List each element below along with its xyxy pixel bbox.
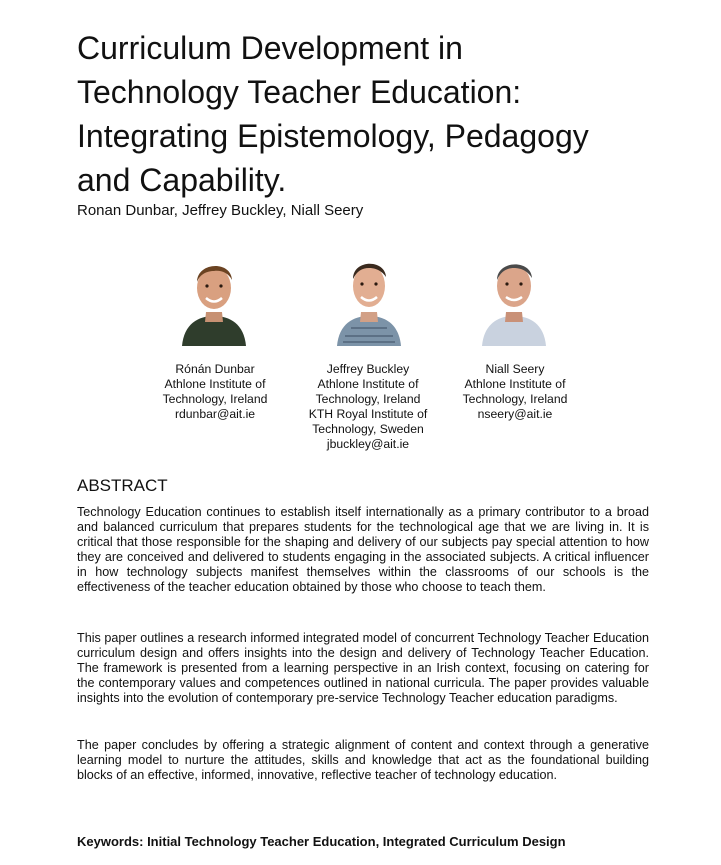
affiliation-line: Niall Seery	[485, 362, 545, 376]
title-line: and Capability.	[77, 162, 287, 198]
abstract-heading: ABSTRACT	[77, 476, 168, 495]
affiliation-line: Jeffrey Buckley	[326, 362, 410, 376]
author-email: rdunbar@ait.ie	[174, 407, 256, 421]
affiliation-line: Rónán Dunbar	[175, 362, 255, 376]
title-line: Technology Teacher Education:	[77, 74, 522, 110]
abstract-paragraph: This paper outlines a research informed integrated model of concurrent Technology Teacher Education curriculum design and offers insights into the design and delivery of Technology Teacher Education. The framework is presented from a learning perspective in an Irish context, focusing on catering for the contemporary values and competences outlined in national curricula. The paper provides valuable insights into the evolution of contemporary pre-service Technology Teacher education paradigms.	[77, 631, 649, 705]
affiliation-line: KTH Royal Institute of	[308, 407, 428, 421]
keywords: Keywords: Initial Technology Teacher Education, Integrated Curriculum Design	[77, 834, 566, 849]
author-affiliation	[293, 362, 443, 452]
abstract-paragraph: Technology Education continues to establish itself internationally as a primary contributor to a broad and balanced curriculum that prepares students for the technological age that we are living in. It is critical that those responsible for the shaping and delivery of our subjects pay special attention to how they are conceived and delivered to students engaging in the associated subjects. A critical influencer in how technology subjects manifest themselves within the classrooms of our schools is the effectiveness of the teacher education obtained by those who choose to teach them.	[77, 505, 649, 594]
author-photo-buckley	[331, 246, 407, 346]
author-email: nseery@ait.ie	[477, 407, 553, 421]
title-line: Integrating Epistemology, Pedagogy	[77, 118, 589, 154]
paper-title	[77, 26, 687, 202]
author-affiliation	[140, 362, 290, 422]
author-email: jbuckley@ait.ie	[326, 437, 410, 451]
affiliation-line: Technology, Ireland	[315, 392, 421, 406]
affiliation-line: Athlone Institute of	[164, 377, 266, 391]
author-photo-seery	[476, 246, 552, 346]
affiliation-line: Athlone Institute of	[317, 377, 419, 391]
affiliation-line: Technology, Sweden	[312, 422, 424, 436]
affiliation-line: Technology, Ireland	[162, 392, 268, 406]
authors-line: Ronan Dunbar, Jeffrey Buckley, Niall Seery	[77, 202, 364, 219]
affiliation-line: Technology, Ireland	[462, 392, 568, 406]
title-line: Curriculum Development in	[77, 30, 463, 66]
affiliation-line: Athlone Institute of	[464, 377, 566, 391]
author-photo-dunbar	[176, 246, 252, 346]
author-affiliation	[440, 362, 590, 422]
abstract-paragraph: The paper concludes by offering a strategic alignment of content and context through a generative learning model to nurture the attitudes, skills and knowledge that act as the foundational building blocks of an effective, informed, innovative, reflective teacher of technology education.	[77, 738, 649, 782]
